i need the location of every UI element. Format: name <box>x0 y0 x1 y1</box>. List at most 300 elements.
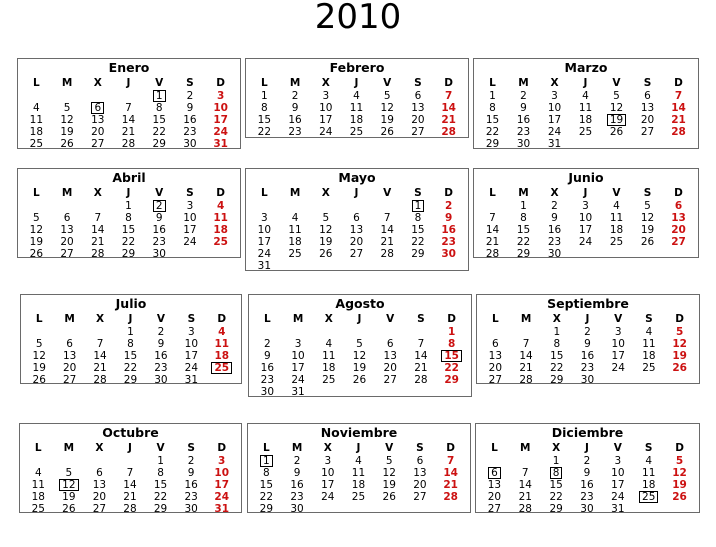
day-cell: 18 <box>322 362 336 374</box>
day-cell: 15 <box>257 114 272 126</box>
day-cell: 24 <box>291 374 305 386</box>
day-cell: 21 <box>123 491 137 503</box>
weekday-header: D <box>216 187 225 199</box>
day-cell: 21 <box>93 362 107 374</box>
day-cell: 7 <box>417 338 425 350</box>
empty-cell <box>82 90 113 102</box>
day-cell: 23 <box>290 491 304 503</box>
day-cell: 29 <box>550 374 564 386</box>
day-cell: 23 <box>152 236 166 248</box>
weekday-header: M <box>289 77 301 89</box>
marked-day: 25 <box>207 362 237 374</box>
day-cell: 8 <box>155 102 163 114</box>
day-cell: 29 <box>259 503 274 515</box>
day-cell: 12 <box>352 350 367 362</box>
day-cell: 7 <box>522 338 530 350</box>
day-cell: 24 <box>183 236 197 248</box>
day-cell: 17 <box>321 479 335 491</box>
day-cell: 12 <box>380 102 394 114</box>
weekday-header: V <box>613 442 622 454</box>
weekday-header: V <box>156 313 165 325</box>
day-cell: 19 <box>352 362 367 374</box>
day-cell: 7 <box>94 212 102 224</box>
day-cell: 13 <box>671 212 686 224</box>
day-cell: 28 <box>93 374 107 386</box>
day-cell: 13 <box>487 479 502 491</box>
weekday-header: L <box>261 77 268 89</box>
day-cell: 30 <box>580 374 595 386</box>
day-cell: 21 <box>443 479 458 491</box>
day-cell: 10 <box>547 102 562 114</box>
day-cell: 24 <box>213 126 228 138</box>
month-calendar-julio <box>20 294 242 384</box>
day-cell: 4 <box>325 338 333 350</box>
day-cell: 27 <box>349 248 364 260</box>
weekday-header: J <box>585 313 590 325</box>
day-cell: 14 <box>91 224 105 236</box>
day-cell: 6 <box>386 338 394 350</box>
weekday-header: S <box>643 187 652 199</box>
day-cell: 12 <box>640 212 655 224</box>
day-cell: 25 <box>322 374 336 386</box>
day-cell: 9 <box>584 338 591 350</box>
weekday-header: V <box>156 442 165 454</box>
day-cell: 4 <box>34 467 42 479</box>
marked-day: 1 <box>403 200 434 212</box>
day-cell: 17 <box>214 479 230 491</box>
weekday-header: J <box>126 187 131 199</box>
day-cell: 14 <box>671 102 686 114</box>
day-cell: 4 <box>645 326 653 338</box>
weekday-header: X <box>324 313 333 325</box>
marked-day: 2 <box>144 200 175 212</box>
weekday-header: M <box>61 187 73 199</box>
day-cell: 30 <box>183 138 197 150</box>
day-cell: 9 <box>520 102 527 114</box>
day-cell: 20 <box>640 114 655 126</box>
day-cell: 18 <box>642 350 656 362</box>
marked-day: 6 <box>479 467 510 479</box>
day-cell: 12 <box>672 467 687 479</box>
day-cell: 16 <box>288 114 302 126</box>
day-cell: 3 <box>551 90 558 102</box>
day-cell: 9 <box>186 102 194 114</box>
day-cell: 11 <box>213 212 228 224</box>
day-grid <box>20 440 241 515</box>
day-cell: 26 <box>60 138 74 150</box>
empty-cell <box>82 200 113 212</box>
month-calendar-enero <box>17 58 241 149</box>
day-cell: 1 <box>127 326 134 338</box>
day-cell: 16 <box>580 479 594 491</box>
day-cell: 21 <box>121 126 136 138</box>
day-cell: 27 <box>383 374 397 386</box>
day-cell: 28 <box>443 491 458 503</box>
day-cell: 12 <box>672 338 687 350</box>
day-cell: 20 <box>488 362 503 374</box>
day-cell: 3 <box>324 455 332 467</box>
month-calendar-octubre <box>19 423 242 513</box>
day-cell: 29 <box>516 248 531 260</box>
day-cell: 22 <box>549 491 563 503</box>
weekday-header: S <box>416 442 424 454</box>
empty-cell <box>23 455 54 467</box>
day-cell: 13 <box>60 224 74 236</box>
day-cell: 22 <box>411 236 425 248</box>
empty-cell <box>84 455 115 467</box>
day-cell: 19 <box>382 479 396 491</box>
weekday-header: S <box>645 313 653 325</box>
month-calendar-septiembre <box>476 294 700 384</box>
weekday-header: S <box>187 313 196 325</box>
day-cell: 11 <box>609 212 624 224</box>
day-cell: 29 <box>123 374 138 386</box>
day-cell: 4 <box>582 90 589 102</box>
day-cell: 27 <box>487 503 502 515</box>
day-cell: 20 <box>91 126 105 138</box>
day-cell: 14 <box>519 350 533 362</box>
day-cell: 3 <box>216 90 225 102</box>
day-cell: 18 <box>31 491 45 503</box>
day-cell: 19 <box>672 479 687 491</box>
day-cell: 9 <box>264 350 271 362</box>
day-grid <box>249 311 471 398</box>
weekday-header: X <box>552 442 561 454</box>
day-cell: 6 <box>353 212 360 224</box>
day-cell: 5 <box>356 338 363 350</box>
day-cell: 16 <box>260 362 275 374</box>
day-cell: 4 <box>353 90 360 102</box>
day-cell: 7 <box>125 102 132 114</box>
day-cell: 26 <box>62 503 76 515</box>
day-cell: 15 <box>411 224 425 236</box>
day-cell: 19 <box>672 350 687 362</box>
day-cell: 23 <box>580 491 594 503</box>
day-cell: 11 <box>29 114 44 126</box>
day-cell: 10 <box>183 212 197 224</box>
day-cell: 3 <box>188 326 195 338</box>
weekday-header: V <box>155 77 164 89</box>
weekday-header: J <box>128 442 132 454</box>
day-cell: 27 <box>91 138 105 150</box>
weekday-header: X <box>321 187 330 199</box>
day-cell: 25 <box>213 236 228 248</box>
day-cell: 7 <box>489 212 496 224</box>
day-cell: 11 <box>322 350 336 362</box>
day-cell: 4 <box>645 455 653 467</box>
day-cell: 3 <box>614 326 622 338</box>
year-title: 2010 <box>314 0 402 37</box>
day-cell: 10 <box>257 224 272 236</box>
empty-cell <box>52 90 83 102</box>
day-cell: 31 <box>213 138 228 150</box>
day-cell: 9 <box>583 467 591 479</box>
weekday-header: M <box>289 187 301 199</box>
day-cell: 18 <box>642 479 656 491</box>
day-cell: 21 <box>518 491 532 503</box>
day-cell: 27 <box>62 374 77 386</box>
day-cell: 20 <box>349 236 364 248</box>
day-cell: 16 <box>290 479 304 491</box>
marked-day: 1 <box>251 455 282 467</box>
month-calendar-febrero <box>245 58 469 138</box>
weekday-header: V <box>614 313 623 325</box>
weekday-header: X <box>321 77 330 89</box>
day-cell: 28 <box>485 248 500 260</box>
day-cell: 6 <box>63 212 71 224</box>
month-name: Enero <box>108 60 150 75</box>
day-cell: 4 <box>218 326 226 338</box>
month-calendar-abril <box>17 168 241 258</box>
day-cell: 20 <box>413 479 427 491</box>
day-cell: 31 <box>214 503 230 515</box>
day-cell: 15 <box>550 350 564 362</box>
day-cell: 10 <box>184 338 199 350</box>
day-cell: 2 <box>187 455 195 467</box>
day-cell: 15 <box>516 224 531 236</box>
day-cell: 17 <box>611 479 625 491</box>
day-cell: 20 <box>383 362 397 374</box>
empty-cell <box>21 90 52 102</box>
day-cell: 18 <box>578 114 593 126</box>
day-cell: 13 <box>413 467 427 479</box>
day-cell: 5 <box>322 212 330 224</box>
day-cell: 24 <box>547 126 562 138</box>
day-cell: 21 <box>485 236 500 248</box>
day-cell: 25 <box>609 236 624 248</box>
day-cell: 22 <box>152 126 166 138</box>
day-cell: 2 <box>186 90 194 102</box>
day-cell: 13 <box>91 114 105 126</box>
weekday-header: D <box>674 77 683 89</box>
day-cell: 20 <box>671 224 686 236</box>
day-cell: 15 <box>153 479 168 491</box>
day-cell: 10 <box>291 350 305 362</box>
day-cell: 30 <box>184 503 198 515</box>
weekday-header: L <box>35 313 43 325</box>
weekday-header: V <box>155 187 164 199</box>
day-cell: 28 <box>441 126 456 138</box>
day-cell: 26 <box>672 362 687 374</box>
marked-day: 1 <box>144 90 175 102</box>
weekday-header: L <box>34 442 42 454</box>
weekday-header: M <box>292 313 304 325</box>
day-cell: 16 <box>547 224 562 236</box>
marked-day: 15 <box>436 350 467 362</box>
day-cell: 19 <box>60 126 74 138</box>
weekday-header: M <box>520 313 532 325</box>
weekday-header: D <box>444 77 453 89</box>
day-cell: 22 <box>153 491 168 503</box>
day-cell: 30 <box>290 503 304 515</box>
day-cell: 30 <box>154 374 168 386</box>
weekday-header: J <box>126 77 131 89</box>
weekday-header: M <box>63 442 75 454</box>
weekday-header: D <box>217 313 227 325</box>
weekday-header: M <box>61 77 73 89</box>
day-cell: 30 <box>441 248 456 260</box>
day-cell: 10 <box>214 467 230 479</box>
weekday-header: S <box>644 442 653 454</box>
day-cell: 7 <box>446 455 455 467</box>
day-cell: 15 <box>121 224 136 236</box>
weekday-header: J <box>128 313 133 325</box>
day-cell: 8 <box>414 212 422 224</box>
weekday-header: L <box>489 77 496 89</box>
day-cell: 5 <box>65 467 73 479</box>
day-cell: 6 <box>414 90 422 102</box>
marked-day: 8 <box>541 467 572 479</box>
day-cell: 28 <box>519 374 533 386</box>
weekday-header: X <box>550 187 559 199</box>
weekday-header: V <box>385 442 394 454</box>
weekday-header: S <box>186 187 194 199</box>
day-cell: 18 <box>213 224 228 236</box>
day-cell: 21 <box>671 114 686 126</box>
day-cell: 5 <box>644 200 651 212</box>
marked-day: 6 <box>82 102 113 114</box>
empty-cell <box>372 200 403 212</box>
weekday-header: S <box>414 187 422 199</box>
day-cell: 22 <box>444 362 459 374</box>
day-cell: 10 <box>319 102 333 114</box>
day-cell: 16 <box>183 114 197 126</box>
day-grid <box>246 75 468 138</box>
day-cell: 10 <box>611 467 625 479</box>
month-name: Mayo <box>338 170 376 185</box>
day-grid <box>18 185 240 260</box>
day-cell: 12 <box>319 224 333 236</box>
day-cell: 15 <box>152 114 166 126</box>
day-cell: 8 <box>553 338 561 350</box>
day-cell: 17 <box>547 114 562 126</box>
day-cell: 24 <box>257 248 272 260</box>
weekday-header: X <box>96 313 105 325</box>
day-cell: 12 <box>609 102 624 114</box>
weekday-header: D <box>675 442 684 454</box>
day-cell: 26 <box>640 236 655 248</box>
empty-cell <box>313 326 344 338</box>
day-cell: 11 <box>214 338 230 350</box>
day-cell: 18 <box>609 224 624 236</box>
day-cell: 29 <box>153 503 168 515</box>
day-grid <box>474 75 698 150</box>
weekday-header: D <box>216 77 225 89</box>
day-cell: 13 <box>349 224 364 236</box>
empty-cell <box>375 326 406 338</box>
weekday-header: X <box>550 77 559 89</box>
day-cell: 1 <box>553 326 561 338</box>
day-cell: 24 <box>611 362 625 374</box>
empty-cell <box>510 455 541 467</box>
day-cell: 6 <box>66 338 73 350</box>
day-grid <box>477 311 699 386</box>
day-cell: 23 <box>547 236 562 248</box>
day-cell: 8 <box>263 467 270 479</box>
weekday-header: J <box>357 313 362 325</box>
month-calendar-marzo <box>473 58 699 149</box>
day-cell: 28 <box>518 503 532 515</box>
day-cell: 27 <box>413 491 427 503</box>
day-cell: 31 <box>257 260 272 272</box>
day-cell: 15 <box>485 114 500 126</box>
weekday-header: L <box>489 187 496 199</box>
day-cell: 1 <box>489 90 496 102</box>
day-cell: 31 <box>184 374 199 386</box>
day-cell: 19 <box>29 236 44 248</box>
day-cell: 19 <box>32 362 46 374</box>
day-grid <box>246 185 468 272</box>
empty-cell <box>252 326 283 338</box>
weekday-header: X <box>93 187 102 199</box>
day-grid <box>476 440 699 515</box>
day-cell: 25 <box>642 362 656 374</box>
day-cell: 23 <box>260 374 275 386</box>
day-cell: 11 <box>349 102 364 114</box>
day-cell: 26 <box>609 126 624 138</box>
weekday-header: M <box>518 187 529 199</box>
weekday-header: J <box>354 77 359 89</box>
day-cell: 28 <box>671 126 686 138</box>
day-cell: 31 <box>611 503 625 515</box>
month-calendar-agosto <box>248 294 472 397</box>
day-cell: 30 <box>260 386 275 398</box>
day-cell: 21 <box>519 362 533 374</box>
day-cell: 2 <box>583 455 591 467</box>
weekday-header: S <box>414 77 422 89</box>
day-cell: 3 <box>261 212 268 224</box>
empty-cell <box>24 326 54 338</box>
day-cell: 17 <box>291 362 305 374</box>
day-cell: 8 <box>489 102 496 114</box>
day-grid <box>474 185 698 260</box>
day-cell: 2 <box>291 90 299 102</box>
day-cell: 20 <box>487 491 502 503</box>
day-cell: 22 <box>123 362 138 374</box>
weekday-header: X <box>93 77 102 89</box>
day-cell: 18 <box>214 350 230 362</box>
day-cell: 19 <box>380 114 394 126</box>
day-cell: 23 <box>183 126 197 138</box>
weekday-header: L <box>263 442 270 454</box>
empty-cell <box>280 200 311 212</box>
month-name: Septiembre <box>547 296 629 311</box>
day-cell: 10 <box>578 212 593 224</box>
day-cell: 26 <box>382 491 396 503</box>
day-cell: 7 <box>674 90 683 102</box>
day-cell: 6 <box>644 90 651 102</box>
day-cell: 5 <box>613 90 620 102</box>
day-cell: 12 <box>32 350 46 362</box>
empty-cell <box>113 90 144 102</box>
day-cell: 8 <box>261 102 268 114</box>
day-cell: 25 <box>349 126 364 138</box>
day-cell: 29 <box>121 248 136 260</box>
day-cell: 14 <box>123 479 137 491</box>
day-cell: 2 <box>551 200 558 212</box>
day-cell: 9 <box>155 212 163 224</box>
weekday-header: V <box>612 187 621 199</box>
day-cell: 3 <box>582 200 589 212</box>
weekday-header: X <box>552 313 561 325</box>
day-cell: 23 <box>184 491 198 503</box>
day-cell: 27 <box>640 126 655 138</box>
empty-cell <box>54 326 84 338</box>
day-cell: 5 <box>383 90 391 102</box>
month-name: Agosto <box>335 296 385 311</box>
day-cell: 3 <box>614 455 622 467</box>
day-cell: 26 <box>672 491 687 503</box>
